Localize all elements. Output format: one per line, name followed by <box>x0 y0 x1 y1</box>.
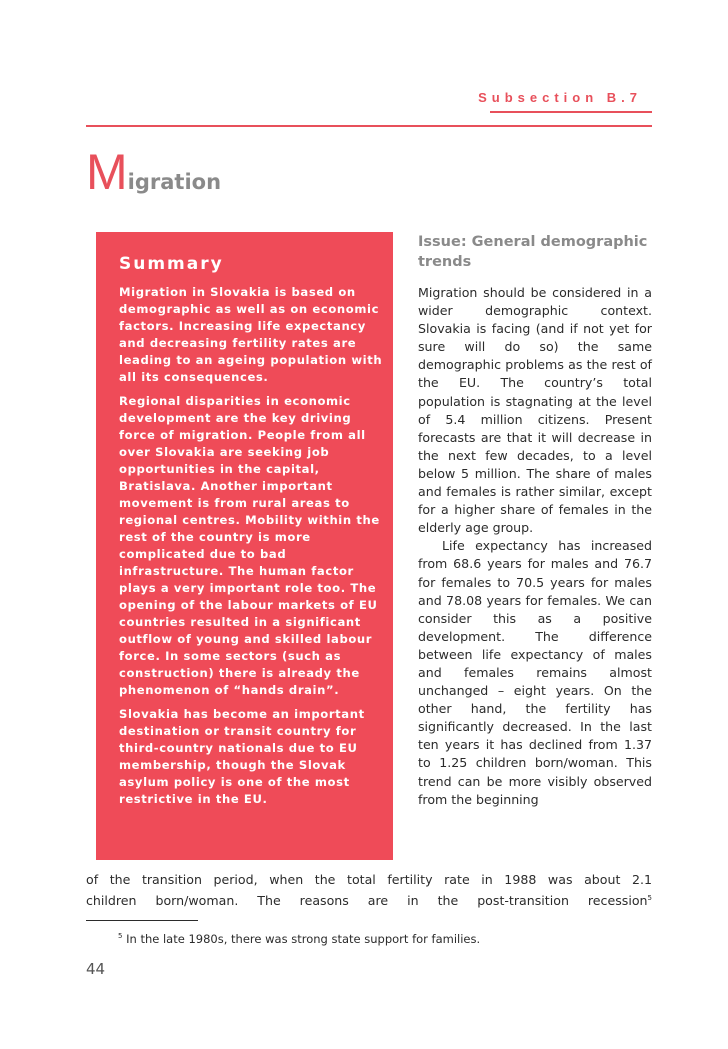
title-initial: M <box>86 144 128 200</box>
summary-paragraph-3: Slovakia has become an important destination or transit country for third-country nationals due to EU membership, though the Slovak asylum policy is one of the most restrictive in the EU. <box>119 707 365 806</box>
full-width-line-2 <box>86 889 652 910</box>
title-rest: igration <box>127 170 222 194</box>
footnote-reference: 5 <box>647 894 652 902</box>
issue-paragraph-1: Migration should be considered in a wider demographic context. Slovakia is facing (and if not yet for sure will do so) the same demographic problems as the rest of the EU. The country’s total population is stagnating at the level of 5.4 million citizens. Present forecasts are that it will decrease in the next few decades, to a level below 5 million. The share of males and females is rather similar, except for a higher share of females in the elderly age group. <box>418 285 652 536</box>
header-rule-long <box>86 125 652 127</box>
footnote-rule <box>86 920 198 921</box>
summary-heading: Summary <box>119 254 224 274</box>
summary-paragraph-1: Migration in Slovakia is based on demographic as well as on economic factors. Increasing life expectancy and decreasing fertility rates are leading to an ageing population with all its consequences. <box>119 285 383 384</box>
summary-paragraph-2: Regional disparities in economic development are the key driving force of migration. People from all over Slovakia are seeking job opportunities in the capital, Bratislava. Another important movement is from rural areas to regional centres. Mobility within the rest of the country is more complicated due to bad infrastructure. The human factor plays a very important role too. The opening of the labour markets of EU countries resulted in a significant outflow of young and skilled labour force. In some sectors (such as construction) there is already the phenomenon of “hands drain”. <box>119 394 380 697</box>
header-rule-short <box>490 111 652 113</box>
full-width-line-1: of the transition period, when the total fertility rate in 1988 was about 2.1 <box>86 872 652 887</box>
full-width-line-2-text: children born/woman. The reasons are in the post-transition recession <box>86 893 648 909</box>
page-number: 44 <box>86 960 106 978</box>
issue-paragraph-2: Life expectancy has increased from 68.6 years for males and 76.7 for females to 70.5 years for males and 78.08 years for females. We can consider this as a positive development. The difference between life expectancy of males and females remains almost unchanged – eight years. On the other hand, the fertility has significantly decreased. In the last ten years it has declined from 1.37 to 1.25 children born/woman. This trend can be more visibly observed from the beginning <box>418 538 652 807</box>
subsection-label: Subsection B.7 <box>478 90 642 105</box>
summary-box <box>96 232 393 860</box>
footnote-text: In the late 1980s, there was strong state support for families. <box>126 932 481 946</box>
footnote <box>118 932 480 946</box>
full-width-text <box>86 870 652 910</box>
issue-heading: Issue: General demographic trends <box>418 234 648 270</box>
issue-column-text <box>418 284 652 809</box>
page-title <box>86 144 222 200</box>
footnote-number: 5 <box>118 932 123 941</box>
